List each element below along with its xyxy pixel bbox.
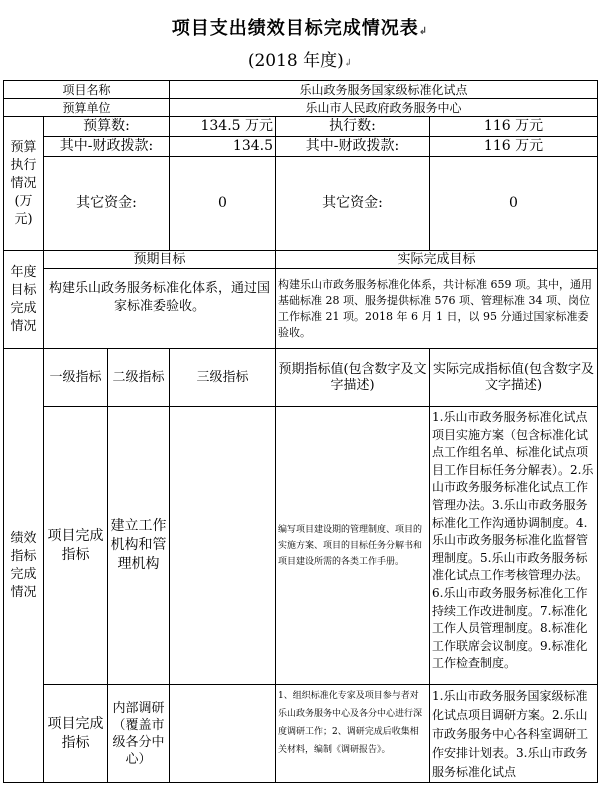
indicator-header-row [4, 349, 598, 407]
exec-value: 116 万元 [430, 117, 598, 137]
budget-side-label: 预算执行情况(万元) [4, 117, 44, 251]
expected-target-text: 构建乐山政务服务标准化体系，通过国家标准委验收。 [44, 269, 276, 349]
budget-row [4, 117, 598, 137]
annual-content-row [4, 269, 598, 349]
other-exec-label: 其它资金: [276, 157, 430, 251]
budget-unit-row [4, 99, 598, 117]
actual-target-text: 构建乐山市政务服务标准化体系，共计标准 659 项。其中，通用基础标准 28 项、服务提供标准 576 项、管理标准 34 项、岗位工作标准 21 项。2018 年 6 月 1 日，以 95 分通过国家标准委验收。 [276, 269, 598, 349]
level2-header: 二级指标 [108, 349, 170, 407]
fiscal-exec-label: 其中-财政拨款: [276, 137, 430, 157]
indicator-level1: 项目完成指标 [44, 685, 108, 783]
budget-value: 134.5 万元 [170, 117, 276, 137]
expected-target-header: 预期目标 [44, 251, 276, 269]
indicator-expected: 1、组织标准化专家及项目参与者对乐山政务服务中心及各分中心进行深度调研工作；2、调研完成后收集相关材料，编制《调研报告》。 [276, 685, 430, 783]
indicator-expected: 编写项目建设期的管理制度、项目的实施方案、项目的目标任务分解书和项目建设所需的各类工作手册。 [276, 407, 430, 685]
project-name-row [4, 81, 598, 99]
indicator-level3 [170, 685, 276, 783]
budget-unit-label: 预算单位 [4, 99, 170, 117]
actual-indicator-header: 实际完成指标值(包含数字及文字描述) [430, 349, 598, 407]
other-exec-value: 0 [430, 157, 598, 251]
performance-table [3, 80, 598, 783]
other-funds-row [4, 157, 598, 251]
project-name-value: 乐山政务服务国家级标准化试点 [170, 81, 598, 99]
page-subtitle: (2018 年度)↲ [247, 51, 353, 71]
fiscal-value: 134.5 [170, 137, 276, 157]
indicator-row [4, 407, 598, 685]
level1-header: 一级指标 [44, 349, 108, 407]
other-value: 0 [170, 157, 276, 251]
exec-label: 执行数: [276, 117, 430, 137]
indicator-actual: 1.乐山市政务服务标准化试点项目实施方案（包含标准化试点工作组名单、标准化试点项目工作目标任务分解表）。2.乐山市政务服务标准化试点工作管理办法。3.乐山市政务服务标准化工作沟通协调制度。4.乐山市政务服务标准化监督管理制度。5.乐山市政务服务标准化试点工作考核管理办法。6.乐山市政务服务标准化工作持续工作改进制度。7.标准化工作人员管理制度。8.标准化工作联席会议制度。9.标准化工作检查制度。 [430, 407, 598, 685]
budget-label: 预算数: [44, 117, 170, 137]
expected-indicator-header: 预期指标值(包含数字及文字描述) [276, 349, 430, 407]
indicator-level1: 项目完成指标 [44, 407, 108, 685]
indicators-side-label: 绩效指标完成情况 [4, 349, 44, 783]
indicator-level2: 内部调研（覆盖市级各分中心） [108, 685, 170, 783]
level3-header: 三级指标 [170, 349, 276, 407]
budget-unit-value: 乐山市人民政府政务服务中心 [170, 99, 598, 117]
indicator-level3 [170, 407, 276, 685]
annual-header-row [4, 251, 598, 269]
project-name-label: 项目名称 [4, 81, 170, 99]
actual-target-header: 实际完成目标 [276, 251, 598, 269]
fiscal-row [4, 137, 598, 157]
annual-side-label: 年度目标完成情况 [4, 251, 44, 349]
indicator-row [4, 685, 598, 783]
indicator-actual: 1.乐山市政务服务国家级标准化试点项目调研方案。2.乐山市政务服务中心各科室调研工作安排计划表。3.乐山市政务服务标准化试点 [430, 685, 598, 783]
page-title: 项目支出绩效目标完成情况表↲ [171, 18, 429, 39]
other-label: 其它资金: [44, 157, 170, 251]
fiscal-label: 其中-财政拨款: [44, 137, 170, 157]
indicator-level2: 建立工作机构和管理机构 [108, 407, 170, 685]
fiscal-exec-value: 116 万元 [430, 137, 598, 157]
